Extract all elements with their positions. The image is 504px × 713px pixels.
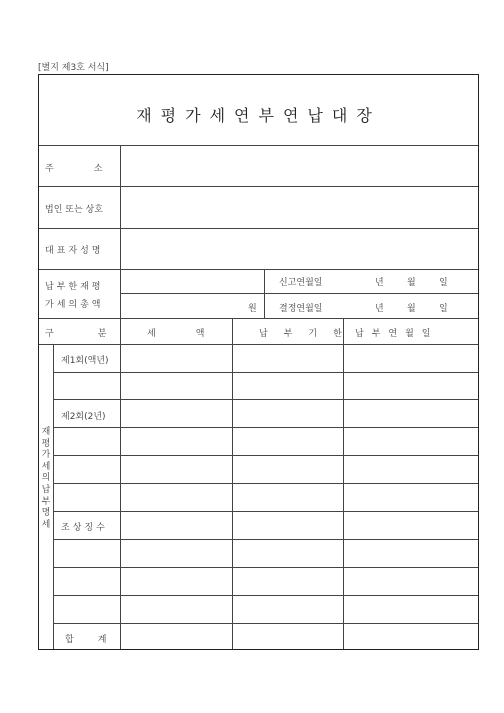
representative-label: 대표자성명 bbox=[45, 246, 104, 256]
decision-date-label: 결정연월일 bbox=[279, 304, 323, 314]
report-day: 일 bbox=[439, 278, 448, 288]
address-label bbox=[45, 161, 143, 174]
col-divider bbox=[53, 344, 54, 649]
won-unit: 원 bbox=[248, 304, 257, 314]
item-early-collection: 조상징수 bbox=[61, 523, 108, 533]
total-label: 합계 bbox=[65, 635, 131, 645]
address-label-text: 주소 bbox=[45, 164, 143, 174]
col-divider bbox=[264, 269, 265, 318]
side-label: 재평가세의납부명세 bbox=[41, 427, 51, 530]
row-divider bbox=[53, 455, 478, 456]
payable-label-line2: 가세의총액 bbox=[45, 300, 104, 310]
report-month: 월 bbox=[407, 278, 416, 288]
row-divider bbox=[39, 228, 478, 229]
decision-year: 년 bbox=[375, 304, 384, 314]
row-divider bbox=[39, 186, 478, 187]
row-divider bbox=[53, 511, 478, 512]
header-category: 구분 bbox=[45, 329, 151, 339]
header-payment-date: 납부연월일 bbox=[355, 329, 439, 339]
row-divider bbox=[39, 269, 478, 270]
col-divider bbox=[343, 318, 344, 649]
form-caption: [별지 제3호 서식] bbox=[38, 63, 109, 73]
row-divider bbox=[53, 483, 478, 484]
item-2nd: 제2회(2년) bbox=[61, 412, 106, 422]
row-divider bbox=[53, 427, 478, 428]
row-divider bbox=[53, 595, 478, 596]
decision-day: 일 bbox=[439, 304, 448, 314]
company-label: 법인 또는 상호 bbox=[45, 205, 103, 215]
row-divider bbox=[53, 399, 478, 400]
report-year: 년 bbox=[375, 278, 384, 288]
col-divider bbox=[120, 318, 121, 649]
form-title: 재평가세연부연납대장 bbox=[136, 106, 381, 125]
row-divider bbox=[120, 293, 478, 294]
decision-month: 월 bbox=[407, 304, 416, 314]
ledger-form bbox=[38, 74, 479, 650]
payable-label-line1: 납부한재평 bbox=[45, 282, 104, 292]
row-divider bbox=[53, 372, 478, 373]
row-divider bbox=[39, 344, 478, 345]
col-divider bbox=[232, 318, 233, 649]
row-divider bbox=[53, 623, 478, 624]
header-tax-amount: 세액 bbox=[147, 329, 245, 339]
row-divider bbox=[53, 567, 478, 568]
row-divider bbox=[53, 539, 478, 540]
item-1st: 제1회(액년) bbox=[61, 356, 109, 366]
row-divider bbox=[39, 145, 478, 146]
report-date-label: 신고연월일 bbox=[279, 278, 323, 288]
row-divider bbox=[39, 318, 478, 319]
header-due-date: 납부기한 bbox=[259, 329, 358, 339]
